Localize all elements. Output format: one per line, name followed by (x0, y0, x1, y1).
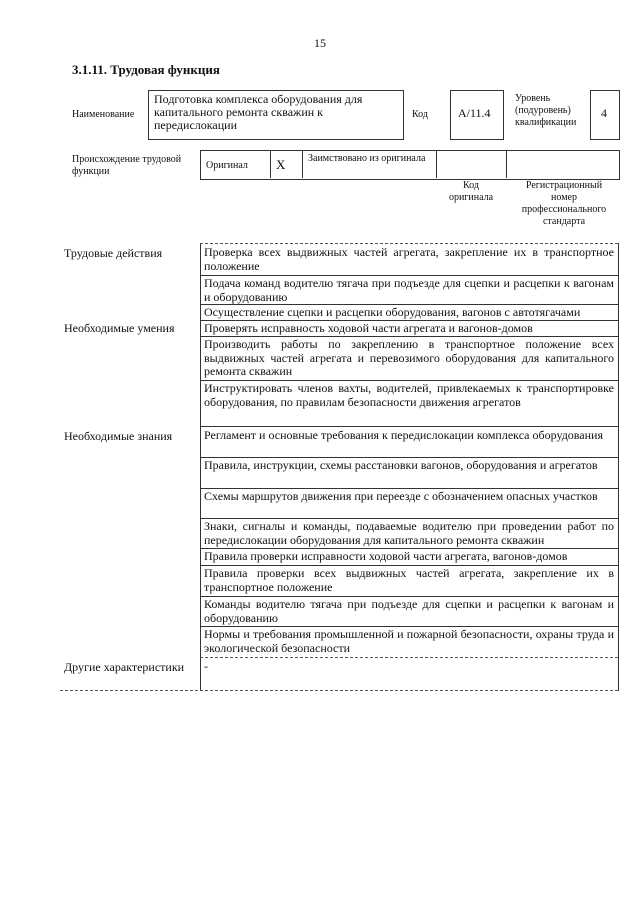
original-mark: X (276, 157, 286, 172)
code-original-caption: Код оригинала (448, 180, 494, 203)
knowledge-item: Правила проверки исправности ходовой части агрегата, вагонов-домов (204, 549, 568, 563)
knowledge-item: Знаки, сигналы и команды, подаваемые водителю при проведении работ по передислокации оборудования для капитального ремонта скважин (204, 519, 614, 547)
skills-label: Необходимые умения (64, 321, 175, 335)
code-value: А/11.4 (458, 106, 491, 120)
knowledge-item: Команды водителю тягача при подъезде для сцепки и расцепки к вагонам и оборудованию (204, 597, 614, 625)
other-label: Другие характеристики (64, 660, 185, 674)
original-label: Оригинал (206, 160, 248, 171)
section-title: 3.1.11. Трудовая функция (72, 62, 220, 77)
labor-action-item: Осуществление сцепки и расцепки оборудования, вагонов с автотягачами (204, 305, 581, 319)
level-value: 4 (601, 106, 607, 120)
labor-actions-label: Трудовые действия (64, 246, 163, 260)
labor-action-item: Подача команд водителю тягача при подъезде для сцепки и расцепки к вагонам и оборудованию (204, 276, 614, 304)
knowledge-item: Регламент и основные требования к передислокации комплекса оборудования (204, 428, 603, 442)
skill-item: Проверять исправность ходовой части агрегата и вагонов-домов (204, 321, 533, 335)
labor-action-item: Проверка всех выдвижных частей агрегата, закрепление их в транспортное положение (204, 245, 614, 273)
other-value: - (204, 659, 208, 673)
origin-label: Происхождение трудовой функции (72, 154, 182, 177)
knowledge-item: Схемы маршрутов движения при переезде с обозначением опасных участков (204, 489, 598, 503)
knowledge-item: Нормы и требования промышленной и пожарной безопасности, охраны труда и экологической безопасности (204, 627, 614, 655)
name-value: Подготовка комплекса оборудования для капитального ремонта скважин к передислокации (154, 92, 363, 132)
knowledge-item: Правила, инструкции, схемы расстановки вагонов, оборудования и агрегатов (204, 458, 598, 472)
page-number: 15 (314, 36, 326, 50)
reg-number-caption: Регистрационный номер профессионального стандарта (521, 180, 607, 227)
borrowed-label: Заимствовано из оригинала (308, 153, 426, 164)
name-label: Наименование (72, 109, 135, 120)
knowledge-item: Правила проверки всех выдвижных частей агрегата, закрепление их в транспортное положение (204, 566, 614, 594)
skill-item: Инструктировать членов вахты, водителей, привлекаемых к транспортировке оборудования, по правилам безопасности движения агрегатов (204, 381, 614, 409)
code-label: Код (412, 109, 428, 120)
knowledge-label: Необходимые знания (64, 429, 173, 443)
level-label: Уровень (подуровень) квалификации (515, 93, 577, 128)
skill-item: Производить работы по закреплению в транспортное положение всех выдвижных частей агрегата и перевозимого оборудования для капитального ремонта скважин (204, 337, 614, 378)
